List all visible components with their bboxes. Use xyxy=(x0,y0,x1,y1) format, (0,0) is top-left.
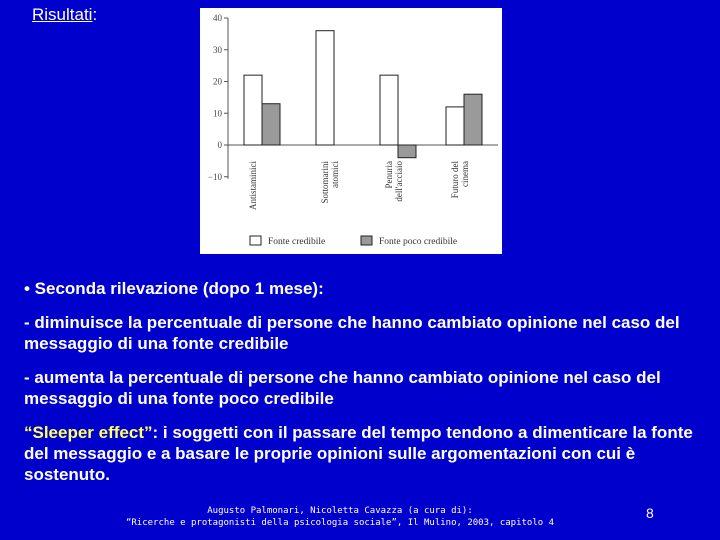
citation-line-1: Augusto Palmonari, Nicoletta Cavazza (a cura di): xyxy=(207,506,473,516)
title-suffix: : xyxy=(92,5,98,24)
citation-footer xyxy=(120,505,560,529)
legend-label-credibile: Fonte credibile xyxy=(268,237,326,247)
category-label-line: Penuria xyxy=(384,161,394,189)
y-tick-label: 0 xyxy=(217,140,222,150)
category-label-line: Futuro del xyxy=(450,161,460,199)
y-tick-label: 20 xyxy=(213,76,222,87)
title-text: Risultati xyxy=(32,5,93,24)
bullet-sleeper-effect xyxy=(24,422,704,485)
legend-swatch-credibile xyxy=(250,236,261,245)
category-label xyxy=(450,161,470,199)
category-label-line: Sottomarini xyxy=(320,161,330,204)
bar-credibile xyxy=(316,31,334,145)
y-tick-label: 30 xyxy=(213,44,222,55)
sleeper-effect-term: “Sleeper effect” xyxy=(24,423,153,442)
bar-credibile xyxy=(244,75,262,145)
bar-poco-credibile xyxy=(262,104,280,145)
category-label-line: cinema xyxy=(460,161,470,187)
chart-panel xyxy=(200,8,502,254)
page-number: 8 xyxy=(646,505,654,521)
bullet-heading: • Seconda rilevazione (dopo 1 mese): xyxy=(24,279,324,298)
slide-title xyxy=(32,5,97,25)
y-tick-label: 40 xyxy=(213,13,222,23)
category-label-line: Antistaminici xyxy=(248,161,258,210)
bar-poco-credibile xyxy=(398,145,416,158)
bullet-list xyxy=(24,278,704,498)
legend-label-poco-credibile: Fonte poco credibile xyxy=(379,237,458,247)
citation-line-2: “Ricerche e protagonisti della psicologia sociale”, Il Mulino, 2003, capitolo 4 xyxy=(125,518,555,528)
legend-swatch-poco-credibile xyxy=(361,236,372,245)
bar-credibile xyxy=(380,75,398,145)
category-label xyxy=(248,161,258,210)
bullet-increase: - aumenta la percentuale di persone che hanno cambiato opinione nel caso del messaggio di una fonte poco credibile xyxy=(24,368,661,408)
sleeper-effect-definition: : i soggetti con il passare del tempo tendono a dimenticare la fonte del messaggio e a basare le proprie opinioni sulle argomentazioni con cui è sostenuto. xyxy=(24,423,693,484)
bar-chart xyxy=(200,8,502,254)
category-label xyxy=(384,161,404,202)
bar-credibile xyxy=(446,107,464,145)
y-tick-label: −10 xyxy=(207,171,222,182)
category-label xyxy=(320,161,340,204)
y-tick-label: 10 xyxy=(213,108,222,119)
bar-poco-credibile xyxy=(464,94,482,145)
category-label-line: atomici xyxy=(330,161,340,188)
category-label-line: dell'acciaio xyxy=(394,161,404,202)
bullet-decrease: - diminuisce la percentuale di persone che hanno cambiato opinione nel caso del messaggio di una fonte credibile xyxy=(24,313,680,353)
